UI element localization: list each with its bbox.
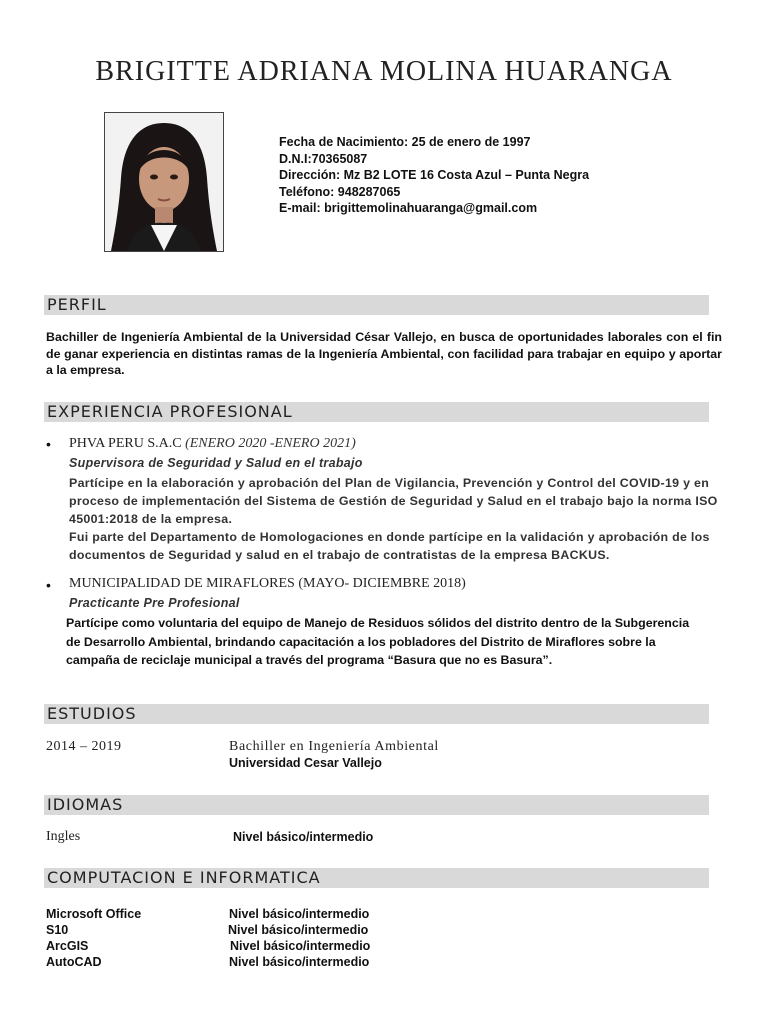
perfil-text: Bachiller de Ingeniería Ambiental de la Universidad César Vallejo, en busca de oportunidades laborales con el fin de ganar experiencia en distintas ramas de la Ingeniería Ambiental, con facilidad para trabajar en equipo y aportar a la empresa.: [46, 330, 722, 377]
section-perfil-title: PERFIL: [47, 295, 107, 314]
job-title: [69, 436, 356, 452]
software-level: Nivel básico/intermedio: [229, 907, 370, 921]
software-level: Nivel básico/intermedio: [230, 939, 371, 953]
phone: Teléfono: 948287065: [279, 184, 401, 199]
section-experiencia: [44, 402, 709, 422]
company-name: PHVA PERU S.A.C: [69, 436, 182, 451]
section-computacion: [44, 868, 709, 888]
job-role: Supervisora de Seguridad y Salud en el trabajo: [69, 456, 363, 470]
software-name: S10: [46, 923, 69, 937]
job-role: Practicante Pre Profesional: [69, 596, 240, 610]
dni: D.N.I:70365087: [279, 151, 368, 166]
section-perfil: [44, 295, 709, 315]
job-title: MUNICIPALIDAD DE MIRAFLORES (MAYO- DICIEMBRE 2018): [69, 576, 466, 591]
software-level: Nivel básico/intermedio: [229, 955, 370, 969]
bullet-icon: •: [46, 436, 51, 452]
language-name: Ingles: [46, 829, 81, 844]
birth-date: Fecha de Nacimiento: 25 de enero de 1997: [279, 135, 531, 149]
university: Universidad Cesar Vallejo: [229, 756, 382, 770]
job-description-paragraph: Partícipe en la elaboración y aprobación del Plan de Vigilancia, Prevención y Control del COVID-19 y en proceso de implementación del Sistema de Gestión de Seguridad y Salud en el trabajo bajo la norma ISO 45001:2018 de la empresa.: [69, 476, 718, 526]
email: E-mail: brigittemolinahuaranga@gmail.com: [279, 201, 538, 215]
section-estudios: [44, 704, 709, 724]
candidate-name: BRIGITTE ADRIANA MOLINA HUARANGA: [95, 56, 673, 87]
job-dates: (ENERO 2020 -ENERO 2021): [185, 436, 356, 451]
language-level: Nivel básico/intermedio: [233, 830, 374, 844]
section-estudios-title: ESTUDIOS: [47, 704, 137, 723]
study-years: 2014 – 2019: [46, 739, 122, 754]
section-experiencia-title: EXPERIENCIA PROFESIONAL: [47, 402, 293, 421]
software-level: Nivel básico/intermedio: [228, 923, 369, 937]
section-computacion-title: COMPUTACION E INFORMATICA: [47, 868, 321, 887]
section-idiomas: [44, 795, 709, 815]
profile-photo: [104, 112, 224, 252]
portrait-image: [105, 113, 223, 251]
software-name: Microsoft Office: [46, 907, 142, 921]
software-name: AutoCAD: [46, 955, 102, 969]
bullet-icon: •: [46, 577, 51, 593]
job-description-paragraph: Fui parte del Departamento de Homologaciones en donde partícipe en la validación y aprobación de los documentos de Seguridad y salud en el trabajo de contratistas de la empresa BACKUS.: [69, 530, 710, 562]
job-description: [69, 474, 719, 564]
software-name: ArcGIS: [46, 939, 89, 953]
address: Dirección: Mz B2 LOTE 16 Costa Azul – Punta Negra: [279, 168, 590, 182]
personal-info: [279, 134, 589, 217]
job-description: Partícipe como voluntaria del equipo de Manejo de Residuos sólidos del distrito dentro de la Subgerencia de Desarrollo Ambiental, brindando capacitación a los pobladores del Distrito de Miraflores sobre la campaña de reciclaje municipal a través del programa “Basura que no es Basura”.: [66, 616, 690, 667]
section-idiomas-title: IDIOMAS: [47, 795, 124, 814]
degree: Bachiller en Ingeniería Ambiental: [229, 739, 439, 754]
